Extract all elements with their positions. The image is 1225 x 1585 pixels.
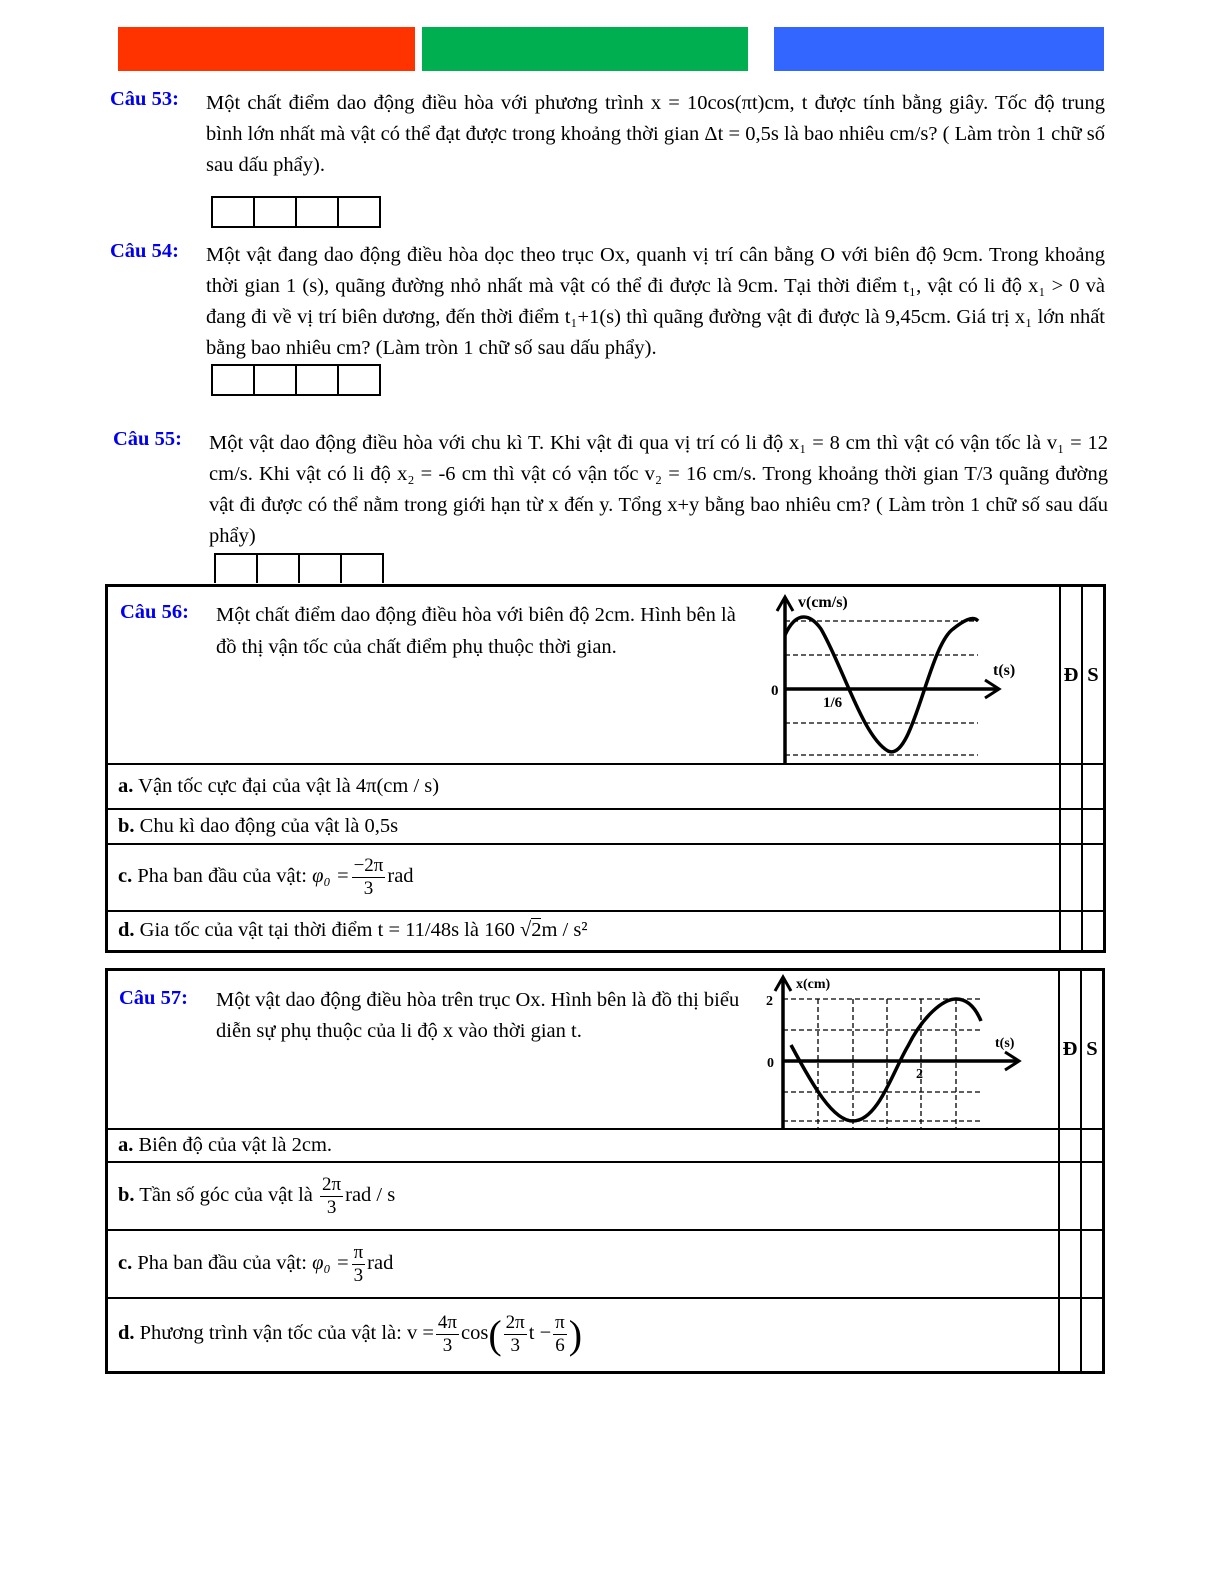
question-label: Câu 57: bbox=[119, 987, 188, 1009]
statement-a: a. Vận tốc cực đại của vật là 4π(cm / s) bbox=[107, 764, 1061, 809]
true-checkbox[interactable] bbox=[1059, 1162, 1081, 1230]
false-checkbox[interactable] bbox=[1082, 911, 1105, 951]
true-checkbox[interactable] bbox=[1059, 1129, 1081, 1162]
origin-label: 0 bbox=[767, 1056, 774, 1071]
x-tick-label: 2 bbox=[916, 1067, 923, 1082]
blue-banner bbox=[774, 27, 1104, 71]
false-checkbox[interactable] bbox=[1082, 809, 1105, 844]
y-tick-label: 2 bbox=[766, 994, 773, 1009]
question-text: Một vật dao động điều hòa trên trục Ox. Hình bên là đồ thị biểu diễn sự phụ thuộc của li độ x vào thời gian t. bbox=[216, 989, 740, 1042]
question-57-table bbox=[105, 968, 1105, 1374]
green-banner bbox=[422, 27, 748, 71]
false-column-header: S bbox=[1081, 970, 1104, 1130]
statement-c: c. Pha ban đầu của vật: φ₀ = $\frac{\pi}{3}$ rad bbox=[107, 1230, 1060, 1298]
answer-boxes-53[interactable] bbox=[211, 196, 381, 228]
true-checkbox[interactable] bbox=[1059, 1230, 1081, 1298]
statement-d: d. Gia tốc của vật tại thời điểm t = 11/48s là 160 √2m / s² bbox=[107, 911, 1061, 951]
question-text: Một chất điểm dao động điều hòa với biên độ 2cm. Hình bên là đồ thị vận tốc của chất điểm phụ thuộc thời gian. bbox=[216, 604, 736, 658]
true-column-header: Đ bbox=[1060, 586, 1082, 765]
red-banner bbox=[118, 27, 415, 71]
question-text: Một vật đang dao động điều hòa dọc theo trục Ox, quanh vị trí cân bằng O với biên độ 9cm. Trong khoảng thời gian 1 (s), quãng đường nhỏ nhất mà vật có thể đi được là 9cm. Tại thời điểm t₁, vật có li độ x₁ > 0 và đang đi về vị trí biên dương, đến thời điểm t₁+1(s) thì quãng đường vật đi được là 9,45cm. Giá trị x₁ lớn nhất bằng bao nhiêu cm? (Làm tròn 1 chữ số sau dấu phẩy). bbox=[206, 244, 1105, 359]
question-56-table bbox=[105, 584, 1106, 953]
velocity-graph bbox=[763, 587, 1023, 763]
question-text: Một vật dao động điều hòa với chu kì T. Khi vật đi qua vị trí có li độ x₁ = 8 cm thì vật có vận tốc là v₁ = 12 cm/s. Khi vật có li độ x₂ = -6 cm thì vật có vận tốc v₂ = 16 cm/s. Trong khoảng thời gian T/3 quãng đường vật đi được có thể nằm trong giới hạn từ x đến y. Tổng x+y bằng bao nhiêu cm? ( Làm tròn 1 chữ số sau dấu phẩy) bbox=[209, 432, 1108, 547]
statement-b: b. Tần số góc của vật là $\frac{2\pi}{3}$ rad / s bbox=[107, 1162, 1060, 1230]
false-checkbox[interactable] bbox=[1082, 844, 1105, 911]
answer-boxes-55[interactable] bbox=[214, 553, 384, 583]
statement-d: d. Phương trình vận tốc của vật là: v = $\frac{4\pi}{3}$ cos( $\frac{2\pi}{3}$ t − $\frac{\pi}{6}$ ) bbox=[107, 1298, 1060, 1372]
question-label: Câu 55: bbox=[113, 428, 182, 450]
y-axis-label: x(cm) bbox=[796, 977, 831, 992]
true-column-header: Đ bbox=[1059, 970, 1081, 1130]
question-label: Câu 54: bbox=[110, 240, 179, 262]
true-checkbox[interactable] bbox=[1060, 764, 1082, 809]
x-tick-label: 1/6 bbox=[823, 695, 843, 711]
true-checkbox[interactable] bbox=[1060, 844, 1082, 911]
statement-b: b. Chu kì dao động của vật là 0,5s bbox=[107, 809, 1061, 844]
displacement-graph bbox=[763, 971, 1023, 1128]
answer-boxes-54[interactable] bbox=[211, 364, 381, 396]
question-55 bbox=[113, 428, 1108, 552]
x-axis-label: t(s) bbox=[993, 662, 1016, 679]
question-54 bbox=[110, 240, 1105, 364]
false-checkbox[interactable] bbox=[1081, 1162, 1104, 1230]
false-checkbox[interactable] bbox=[1081, 1129, 1104, 1162]
statement-a: a. Biên độ của vật là 2cm. bbox=[107, 1129, 1060, 1162]
false-checkbox[interactable] bbox=[1081, 1298, 1104, 1372]
true-checkbox[interactable] bbox=[1060, 809, 1082, 844]
origin-label: 0 bbox=[771, 683, 779, 699]
true-checkbox[interactable] bbox=[1059, 1298, 1081, 1372]
y-axis-label: v(cm/s) bbox=[798, 594, 848, 611]
question-text: Một chất điểm dao động điều hòa với phương trình x = 10cos(πt)cm, t được tính bằng giây. Tốc độ trung bình lớn nhất mà vật có thể đạt được trong khoảng thời gian Δt = 0,5s là bao nhiêu cm/s? ( Làm tròn 1 chữ số sau dấu phẩy). bbox=[206, 92, 1105, 176]
x-axis-label: t(s) bbox=[995, 1036, 1015, 1051]
false-checkbox[interactable] bbox=[1082, 764, 1105, 809]
false-checkbox[interactable] bbox=[1081, 1230, 1104, 1298]
question-label: Câu 53: bbox=[110, 88, 179, 110]
question-53 bbox=[110, 88, 1105, 181]
question-label: Câu 56: bbox=[120, 601, 189, 623]
true-checkbox[interactable] bbox=[1060, 911, 1082, 951]
false-column-header: S bbox=[1082, 586, 1105, 765]
statement-c: c. Pha ban đầu của vật: φ₀ = $\frac{-2\pi}{3}$ rad bbox=[107, 844, 1061, 911]
